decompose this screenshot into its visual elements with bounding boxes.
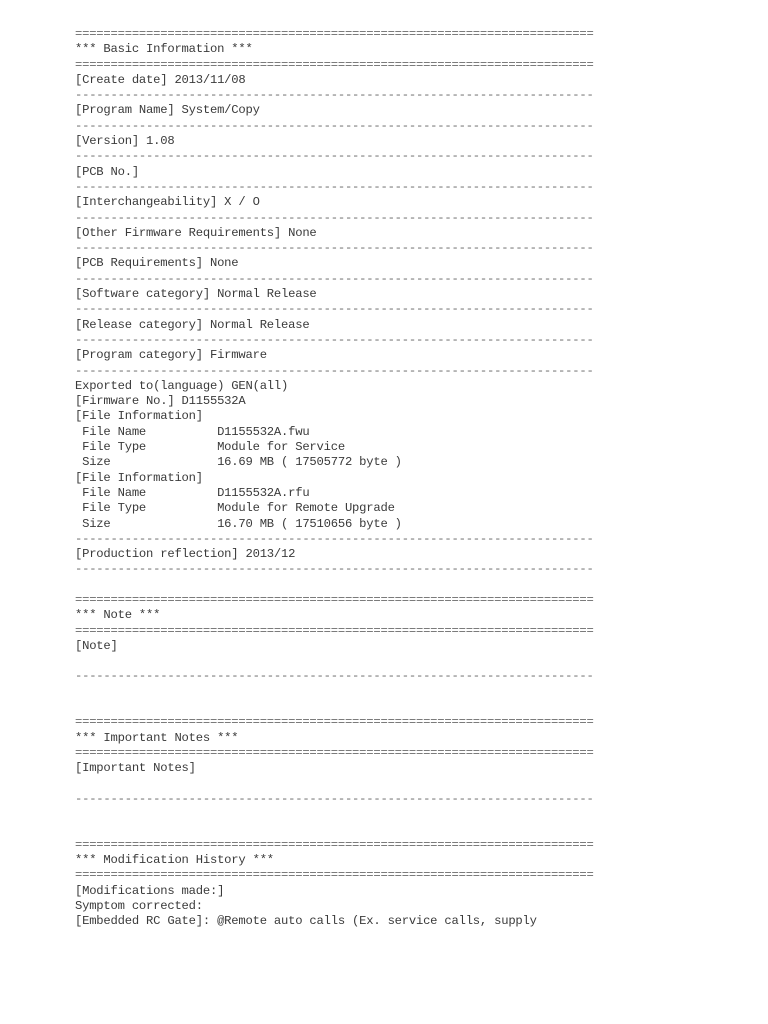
section-rule-single: ------------------------------------------------------------------------- (75, 88, 594, 103)
section-rule-double: ========================================================================= (75, 837, 594, 852)
section-heading: *** Modification History *** (75, 853, 274, 868)
field-line: [Interchangeability] X / O (75, 195, 260, 210)
text-line: Exported to(language) GEN(all) (75, 378, 289, 393)
field-line: [Other Firmware Requirements] None (75, 225, 317, 240)
section-rule-single: ------------------------------------------------------------------------- (75, 332, 594, 347)
section-rule-single: ------------------------------------------------------------------------- (75, 302, 594, 317)
section-rule-single: ------------------------------------------------------------------------- (75, 241, 594, 256)
field-line: [Release category] Normal Release (75, 317, 310, 332)
field-line: [Embedded RC Gate]: @Remote auto calls (Ex. service calls, supply (75, 914, 537, 929)
section-rule-single: ------------------------------------------------------------------------- (75, 791, 594, 806)
field-line: [Note] (75, 638, 118, 653)
blank-line (75, 654, 594, 669)
field-line: [PCB Requirements] None (75, 256, 239, 271)
field-line: [Program Name] System/Copy (75, 103, 260, 118)
section-rule-single: ------------------------------------------------------------------------- (75, 118, 594, 133)
blank-line (75, 685, 594, 700)
section-rule-single: ------------------------------------------------------------------------- (75, 363, 594, 378)
firmware-release-note-document (75, 27, 594, 930)
section-rule-double: ========================================================================= (75, 623, 594, 638)
file-detail-line: File Name D1155532A.fwu (75, 424, 310, 439)
section-rule-double: ========================================================================= (75, 592, 594, 607)
field-line: [Create date] 2013/11/08 (75, 72, 246, 87)
field-line: [Firmware No.] D1155532A (75, 394, 246, 409)
section-rule-single: ------------------------------------------------------------------------- (75, 179, 594, 194)
section-rule-single: ------------------------------------------------------------------------- (75, 149, 594, 164)
field-line: [PCB No.] (75, 164, 139, 179)
file-detail-line: File Type Module for Remote Upgrade (75, 501, 395, 516)
file-detail-line: File Name D1155532A.rfu (75, 485, 310, 500)
blank-line (75, 700, 594, 715)
section-rule-single: ------------------------------------------------------------------------- (75, 210, 594, 225)
blank-line (75, 578, 594, 593)
section-rule-double: ========================================================================= (75, 27, 594, 41)
field-line: [File Information] (75, 470, 203, 485)
field-line: [Program category] Firmware (75, 348, 267, 363)
section-rule-double: ========================================================================= (75, 745, 594, 760)
section-heading: *** Important Notes *** (75, 730, 239, 745)
field-line: [Version] 1.08 (75, 134, 175, 149)
section-rule-double: ========================================================================= (75, 57, 594, 72)
section-rule-single: ------------------------------------------------------------------------- (75, 669, 594, 684)
section-rule-double: ========================================================================= (75, 868, 594, 883)
section-rule-single: ------------------------------------------------------------------------- (75, 271, 594, 286)
section-heading: *** Basic Information *** (75, 42, 253, 57)
file-detail-line: Size 16.70 MB ( 17510656 byte ) (75, 516, 402, 531)
field-line: [Important Notes] (75, 761, 196, 776)
section-heading: *** Note *** (75, 608, 161, 623)
field-line: [Software category] Normal Release (75, 287, 317, 302)
file-detail-line: File Type Module for Service (75, 440, 345, 455)
blank-line (75, 777, 594, 792)
section-rule-single: ------------------------------------------------------------------------- (75, 562, 594, 577)
blank-line (75, 822, 594, 837)
file-detail-line: Size 16.69 MB ( 17505772 byte ) (75, 455, 402, 470)
text-line: Symptom corrected: (75, 898, 203, 913)
section-rule-single: ------------------------------------------------------------------------- (75, 531, 594, 546)
blank-line (75, 807, 594, 822)
section-rule-double: ========================================================================= (75, 715, 594, 730)
field-line: [Production reflection] 2013/12 (75, 547, 296, 562)
field-line: [File Information] (75, 409, 203, 424)
field-line: [Modifications made:] (75, 883, 225, 898)
